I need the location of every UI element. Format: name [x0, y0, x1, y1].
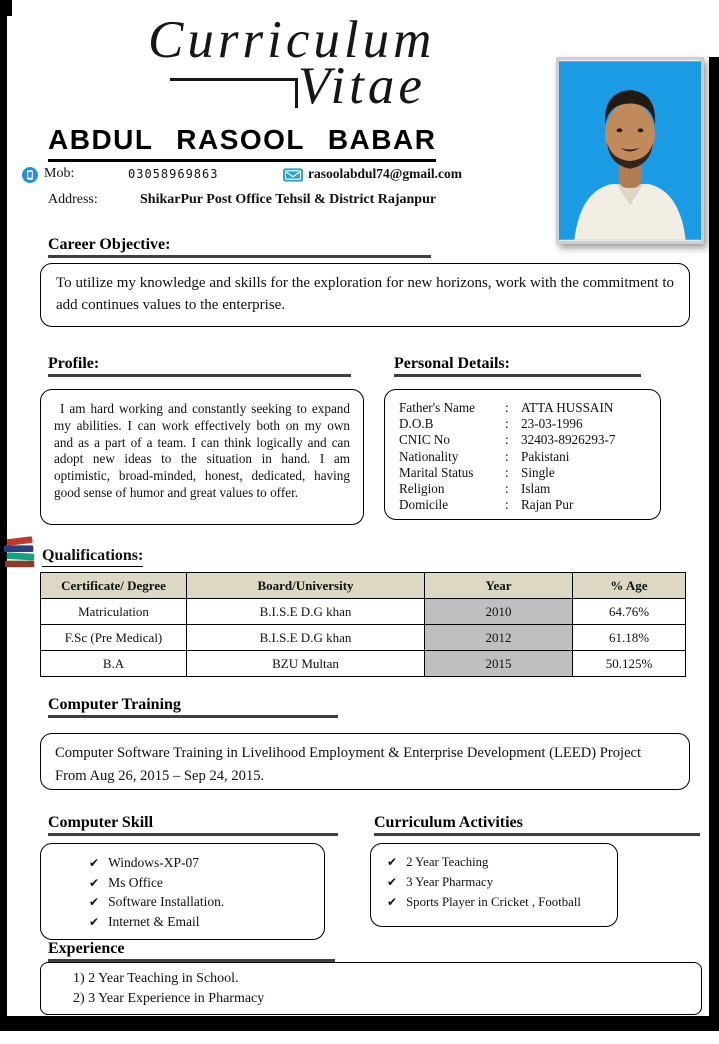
mob-value: 03058969863 [128, 167, 219, 181]
heading-rule [48, 374, 351, 377]
activity-label: 3 Year Pharmacy [406, 874, 494, 889]
qualifications-table [40, 572, 686, 677]
logo-word-vitae: Vitae [298, 57, 426, 115]
cell-percentage: 50.125% [573, 651, 686, 677]
detail-separator: : [505, 432, 509, 448]
cell-percentage: 61.18% [573, 625, 686, 651]
table-header-row [41, 573, 686, 599]
cell-degree: F.Sc (Pre Medical) [41, 625, 187, 651]
cell-degree: Matriculation [41, 599, 187, 625]
detail-value: Single [521, 464, 555, 480]
page-border-left [0, 0, 7, 1031]
skill-label: Ms Office [108, 874, 163, 890]
cell-degree: B.A [41, 651, 187, 677]
curriculum-activities-heading [374, 814, 700, 836]
checkmark-icon: ✔ [89, 895, 100, 910]
email-value: rasoolabdul74@gmail.com [308, 166, 462, 181]
cell-board: B.I.S.E D.G khan [187, 599, 425, 625]
personal-details-list [399, 400, 650, 514]
detail-separator: : [505, 448, 509, 464]
table-row [41, 651, 686, 677]
list-item [387, 853, 611, 873]
heading-rule [48, 715, 338, 718]
col-header-percentage: % Age [573, 573, 686, 599]
list-item [89, 912, 316, 932]
profile-heading [48, 355, 351, 377]
section-title: Curriculum Activities [374, 814, 523, 831]
computer-training-heading [48, 696, 338, 718]
cell-board: BZU Multan [187, 651, 425, 677]
computer-training-box [40, 733, 690, 790]
heading-rule [394, 374, 641, 377]
cell-year: 2010 [425, 599, 573, 625]
personal-details-heading [394, 355, 641, 377]
heading-rule [48, 833, 338, 836]
page-border-bottom [0, 1016, 719, 1031]
curriculum-activities-box [370, 843, 618, 927]
heading-rule [48, 255, 431, 258]
address-value: ShikarPur Post Office Tehsil & District Rajanpur [140, 192, 437, 207]
computer-skill-box [40, 843, 325, 940]
list-item [89, 873, 316, 893]
profile-box [40, 389, 364, 525]
section-title: Career Objective: [48, 236, 171, 253]
mob-label: Mob: [44, 166, 75, 181]
col-header-degree: Certificate/ Degree [41, 573, 187, 599]
list-item: 2) 3 Year Experience in Pharmacy [73, 991, 265, 1007]
detail-label: Nationality [399, 448, 459, 464]
checkmark-icon: ✔ [89, 856, 100, 870]
detail-value: Pakistani [521, 448, 570, 464]
detail-label: Domicile [399, 497, 449, 513]
list-item [387, 893, 611, 913]
books-icon [2, 536, 40, 570]
detail-value: Rajan Pur [521, 497, 574, 513]
career-objective-heading [48, 236, 431, 258]
section-title: Computer Skill [48, 814, 154, 831]
skill-label: Software Installation. [108, 894, 225, 910]
activity-label: 2 Year Teaching [406, 855, 489, 869]
detail-value: 32403-8926293-7 [521, 432, 616, 448]
checkmark-icon: ✔ [89, 875, 100, 890]
list-item [89, 853, 316, 873]
candidate-name: ABDUL RASOOL BABAR [48, 124, 436, 162]
address-label: Address: [48, 192, 98, 207]
col-header-board: Board/University [187, 573, 425, 599]
section-title: Personal Details: [394, 355, 510, 372]
checkmark-icon: ✔ [387, 874, 398, 889]
computer-training-text: Computer Software Training in Livelihood Employment & Enterprise Development (LEED) Project From Aug 26, 2015 – Sep 24, 2015. [55, 745, 642, 784]
experience-box [40, 962, 702, 1015]
activity-label: Sports Player in Cricket , Football [406, 894, 581, 909]
profile-text: I am hard working and constantly seeking to expand my abilities. I can work effectively both on my own and as a part of a team. I can think logically and can adopt new ideas to the situation in hand. I am optimistic, broad-minded, honest, dedicated, having good sense of humor and great values to offer. [54, 401, 350, 500]
skill-label: Internet & Email [108, 913, 200, 929]
personal-details-box [384, 389, 661, 520]
computer-skill-heading [48, 814, 338, 836]
cell-year: 2015 [425, 651, 573, 677]
section-title: Profile: [48, 355, 100, 372]
list-item [387, 873, 611, 893]
section-title: Experience [48, 940, 125, 957]
email-icon [283, 168, 303, 182]
detail-label: D.O.B [399, 416, 434, 432]
list-item: 1) 2 Year Teaching in School. [73, 971, 239, 986]
table-row [41, 599, 686, 625]
profile-photo [556, 57, 704, 244]
detail-separator: : [505, 464, 509, 480]
detail-label: Religion [399, 481, 445, 497]
detail-separator: : [505, 481, 509, 497]
address-row [0, 192, 719, 214]
skill-label: Windows-XP-07 [108, 855, 200, 870]
contact-row [0, 166, 719, 188]
page-border-notch [0, 0, 12, 16]
table-row [41, 625, 686, 651]
logo-flourish-line [170, 78, 298, 108]
experience-heading [48, 940, 335, 962]
detail-separator: : [505, 416, 509, 432]
detail-label: Marital Status [399, 464, 474, 480]
col-header-year: Year [425, 573, 573, 599]
career-objective-text: To utilize my knowledge and skills for the exploration for new horizons, work with the commitment to add continues values to the enterprise. [56, 275, 674, 313]
detail-value: ATTA HUSSAIN [521, 400, 614, 415]
detail-separator: : [505, 400, 509, 415]
career-objective-box [40, 263, 690, 327]
heading-rule [374, 833, 700, 836]
checkmark-icon: ✔ [387, 894, 398, 909]
cell-board: B.I.S.E D.G khan [187, 625, 425, 651]
detail-label: CNIC No [399, 432, 450, 448]
logo-word-curriculum: Curriculum [148, 11, 436, 69]
cell-year: 2012 [425, 625, 573, 651]
checkmark-icon: ✔ [387, 855, 398, 869]
checkmark-icon: ✔ [89, 914, 100, 929]
detail-label: Father's Name [399, 400, 475, 415]
list-item [89, 892, 316, 912]
detail-value: 23-03-1996 [521, 416, 583, 432]
cell-percentage: 64.76% [573, 599, 686, 625]
detail-separator: : [505, 497, 509, 513]
qualifications-heading: Qualifications: [42, 547, 143, 567]
cv-logo [148, 10, 508, 115]
phone-icon [22, 167, 38, 183]
detail-value: Islam [521, 481, 551, 497]
section-title: Computer Training [48, 696, 181, 713]
